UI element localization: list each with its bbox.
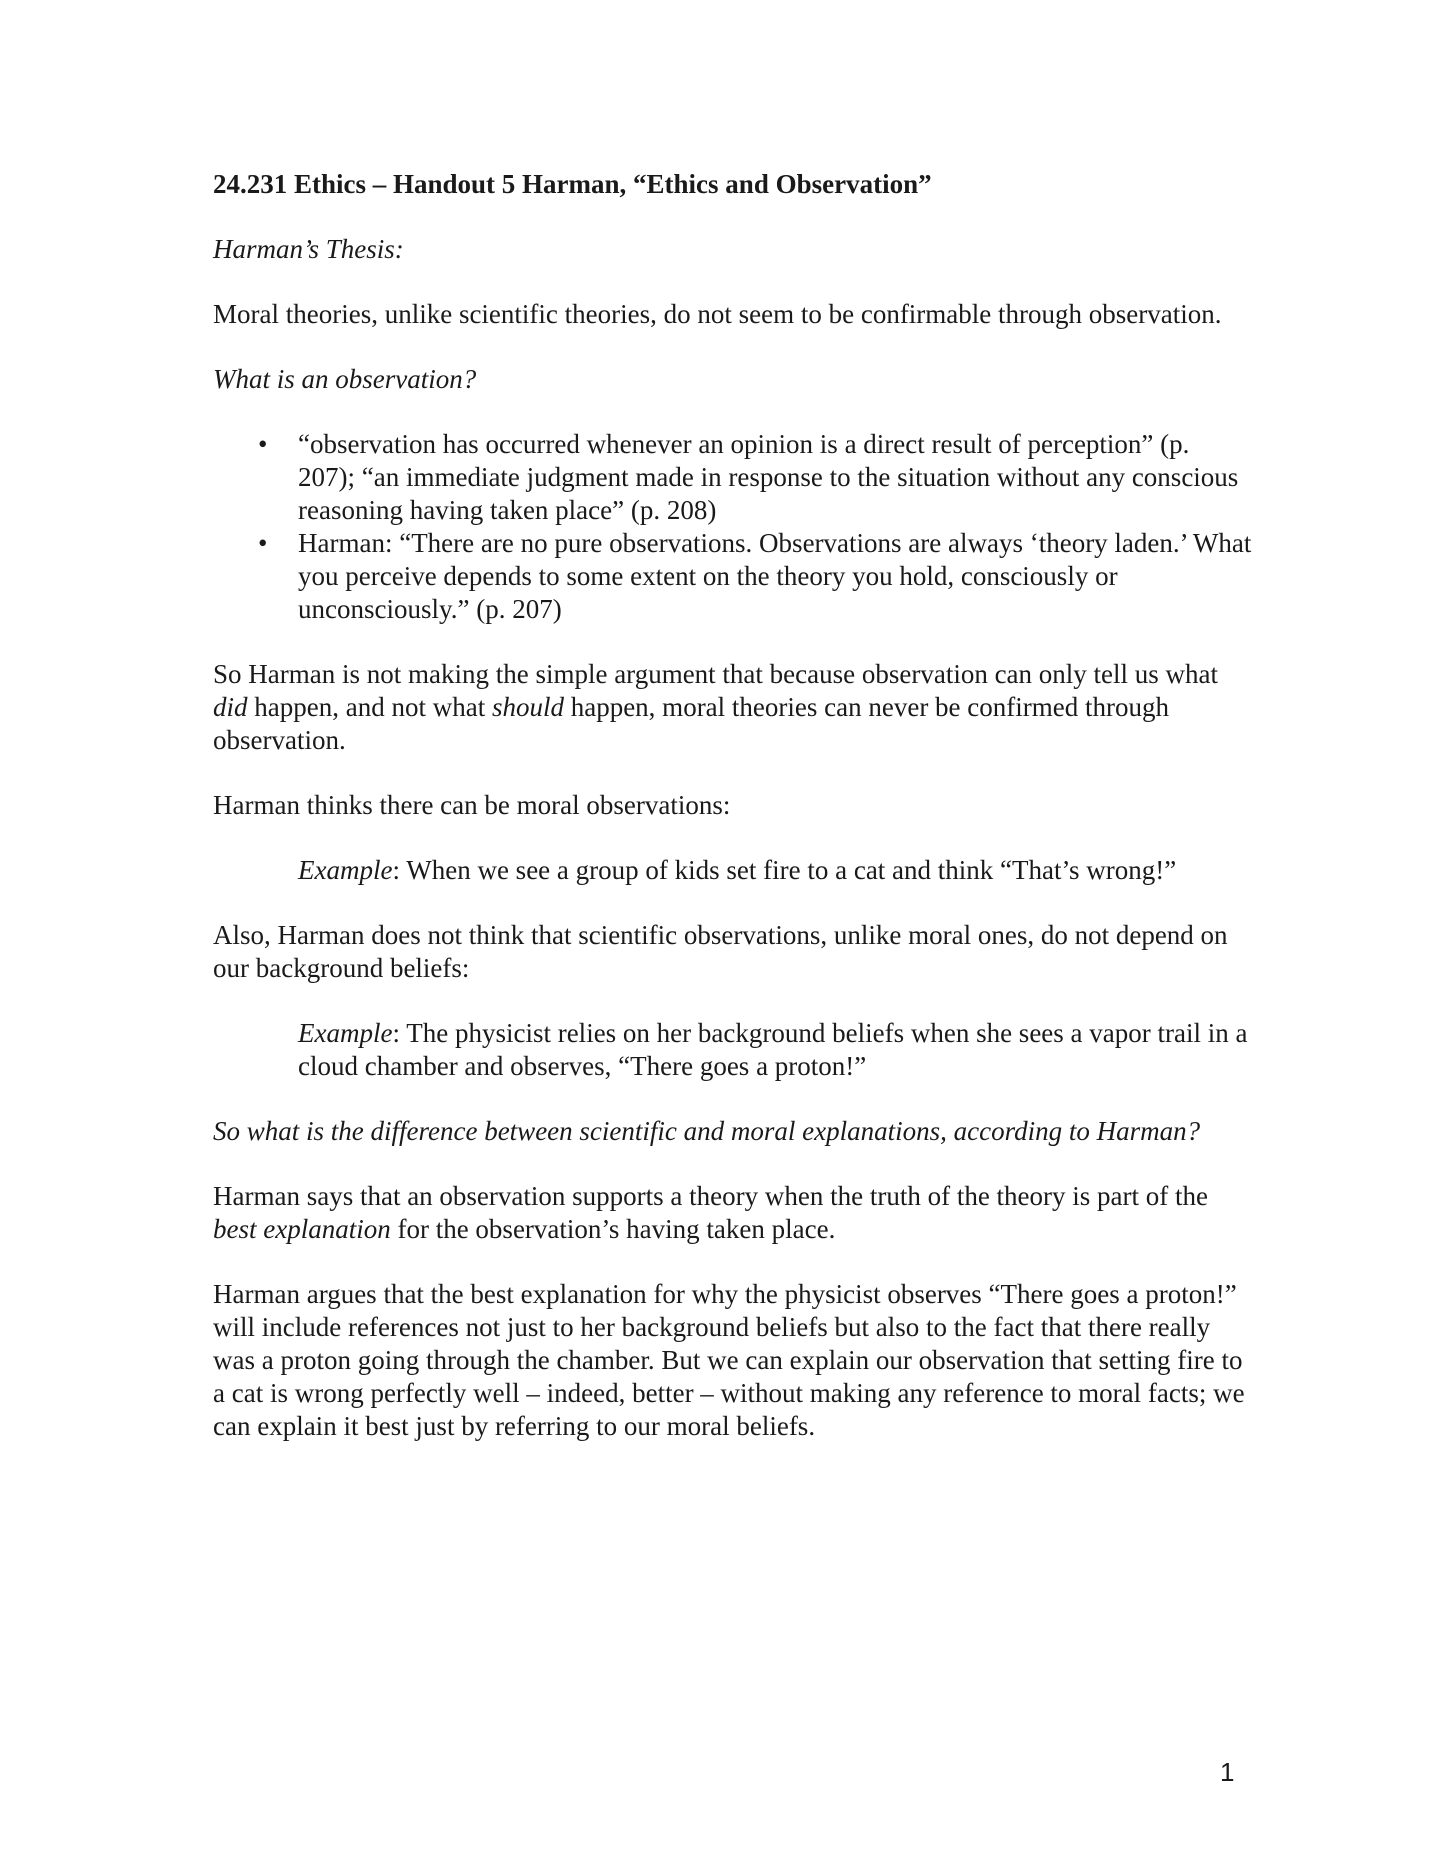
text-run: So Harman is not making the simple argument that because observation can only tell us what — [213, 659, 1219, 689]
bullet-text: Harman: “There are no pure observations. Observations are always ‘theory laden.’ What you perceive depends to some extent on the theory you hold, consciously or unconsciously.” (p. 207) — [298, 528, 1252, 624]
bullet-item — [213, 527, 1253, 626]
text-run: happen, moral theories can never be confirmed through observation. — [213, 692, 1169, 755]
example-cat — [298, 854, 1253, 887]
moral-observations-paragraph: Harman thinks there can be moral observations: — [213, 790, 731, 820]
text-run: Harman says that an observation supports a theory when the truth of the theory is part of the — [213, 1181, 1208, 1211]
text-run: for the observation’s having taken place. — [390, 1214, 836, 1244]
emphasis-best-explanation: best explanation — [213, 1214, 391, 1244]
bullet-icon: • — [258, 528, 268, 558]
difference-question: So what is the difference between scientific and moral explanations, according to Harman? — [213, 1116, 1201, 1146]
emphasis-did: did — [213, 692, 248, 722]
page-number: 1 — [1220, 1757, 1235, 1787]
handout-title: 24.231 Ethics – Handout 5 Harman, “Ethics and Observation” — [213, 169, 932, 199]
emphasis-should: should — [491, 692, 564, 722]
example-text: : The physicist relies on her background beliefs when she sees a vapor trail in a cloud chamber and observes, “There goes a proton!” — [298, 1018, 1248, 1081]
example-physicist — [298, 1017, 1253, 1083]
scientific-paragraph: Also, Harman does not think that scientific observations, unlike moral ones, do not depend on our background beliefs: — [213, 920, 1228, 983]
argues-paragraph: Harman argues that the best explanation for why the physicist observes “There goes a proton!” will include references not just to her background beliefs but also to the fact that there really was a proton going through the chamber. But we can explain our observation that setting fire to a cat is wrong perfectly well – indeed, better – without making any reference to moral facts; we can explain it best just by referring to our moral beliefs. — [213, 1279, 1245, 1441]
document-body — [213, 168, 1253, 1475]
bullet-item — [213, 428, 1253, 527]
thesis-heading: Harman’s Thesis: — [213, 234, 404, 264]
example-text: : When we see a group of kids set fire to a cat and think “That’s wrong!” — [392, 855, 1177, 885]
simple-argument-paragraph — [213, 658, 1253, 757]
text-run: happen, and not what — [247, 692, 492, 722]
thesis-paragraph: Moral theories, unlike scientific theories, do not seem to be confirmable through observation. — [213, 299, 1222, 329]
example-label: Example — [298, 1018, 393, 1048]
observation-bullet-list — [213, 428, 1253, 626]
bullet-text: “observation has occurred whenever an opinion is a direct result of perception” (p. 207); “an immediate judgment made in response to the situation without any conscious reasoning having taken place” (p. 208) — [298, 429, 1239, 525]
example-label: Example — [298, 855, 393, 885]
best-explanation-paragraph — [213, 1180, 1253, 1246]
observation-heading: What is an observation? — [213, 364, 477, 394]
bullet-icon: • — [258, 429, 268, 459]
